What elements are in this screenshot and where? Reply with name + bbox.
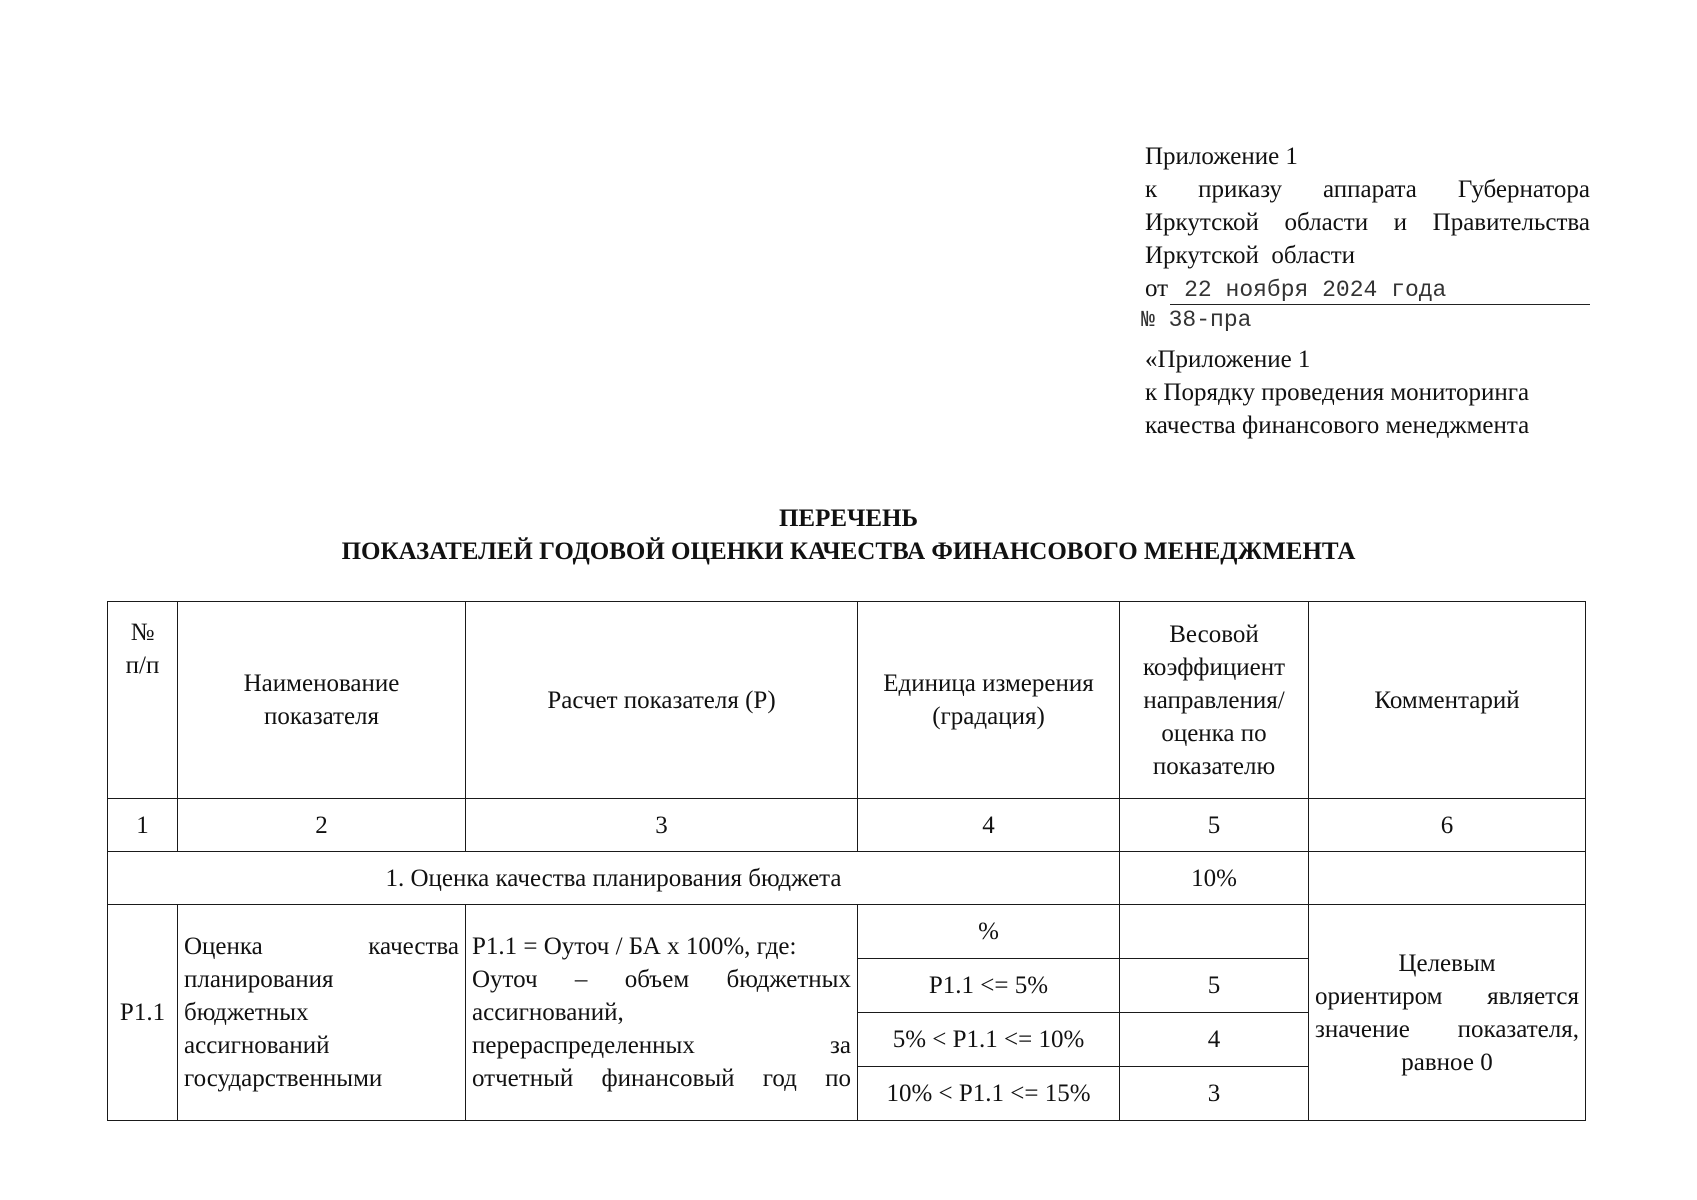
header-calculation: Расчет показателя (Р)	[466, 602, 858, 799]
column-number: 4	[858, 799, 1120, 852]
column-number: 5	[1120, 799, 1309, 852]
reference-line: «Приложение 1	[1145, 346, 1311, 373]
table-row	[108, 905, 1586, 959]
title-line: ПОКАЗАТЕЛЕЙ ГОДОВОЙ ОЦЕНКИ КАЧЕСТВА ФИНАНСОВОГО МЕНЕДЖМЕНТА	[341, 538, 1356, 565]
gradation-range: 10% < Р1.1 <= 15%	[858, 1067, 1120, 1121]
document-number: № 38-пра	[1141, 307, 1252, 333]
gradation-score: 5	[1120, 959, 1309, 1013]
column-number: 6	[1309, 799, 1586, 852]
column-number: 3	[466, 799, 858, 852]
header-name: Наименование показателя	[178, 602, 466, 799]
header-weight: Весовой коэффициент направления/ оценка по показателю	[1120, 602, 1309, 799]
section-title: 1. Оценка качества планирования бюджета	[108, 852, 1120, 905]
word: аппарата	[1322, 176, 1417, 203]
header-number: № п/п	[108, 602, 178, 799]
header-comment: Комментарий	[1309, 602, 1586, 799]
appendix-order-line	[1145, 173, 1590, 206]
gradation-score: 4	[1120, 1013, 1309, 1067]
section-comment	[1309, 852, 1586, 905]
indicators-table	[107, 601, 1586, 1121]
appendix-date-row	[1145, 272, 1590, 305]
word: Правительства	[1432, 209, 1590, 236]
indicator-name: Оценка качества планирования бюджетных ассигнований государственными	[178, 905, 466, 1121]
gradation-range: Р1.1 <= 5%	[858, 959, 1120, 1013]
appendix-region-line-2: Иркутской области	[1145, 242, 1355, 269]
column-number: 1	[108, 799, 178, 852]
appendix-region-line	[1145, 206, 1590, 239]
reference-line: к Порядку проведения мониторинга	[1145, 379, 1530, 406]
gradation-score: 3	[1120, 1067, 1309, 1121]
section-weight: 10%	[1120, 852, 1309, 905]
column-numbers-row	[108, 799, 1586, 852]
document-title	[0, 502, 1697, 568]
table-header-row	[108, 602, 1586, 799]
indicator-comment: Целевым ориентиром является значение показателя, равное 0	[1309, 905, 1586, 1121]
section-row	[108, 852, 1586, 905]
date-prefix: от	[1145, 275, 1169, 302]
unit-value: %	[858, 905, 1120, 959]
appendix-line: Приложение 1	[1145, 143, 1298, 170]
word: Иркутской	[1145, 209, 1259, 236]
appendix-block	[1141, 140, 1590, 442]
title-line: ПЕРЕЧЕНЬ	[778, 505, 919, 532]
word: Губернатора	[1457, 176, 1590, 203]
gradation-range: 5% < Р1.1 <= 10%	[858, 1013, 1120, 1067]
word: приказу	[1198, 176, 1283, 203]
word: области	[1284, 209, 1369, 236]
reference-line: качества финансового менеджмента	[1145, 412, 1530, 439]
unit-score	[1120, 905, 1309, 959]
word: к	[1145, 176, 1158, 203]
date-field: 22 ноября 2024 года	[1170, 276, 1590, 305]
column-number: 2	[178, 799, 466, 852]
indicator-calculation: Р1.1 = Оуточ / БА х 100%, где: Оуточ – объем бюджетных ассигнований, перераспределенных за отчетный финансовый год по	[466, 905, 858, 1121]
header-unit: Единица измерения (градация)	[858, 602, 1120, 799]
word: и	[1393, 209, 1408, 236]
indicator-code: Р1.1	[108, 905, 178, 1121]
